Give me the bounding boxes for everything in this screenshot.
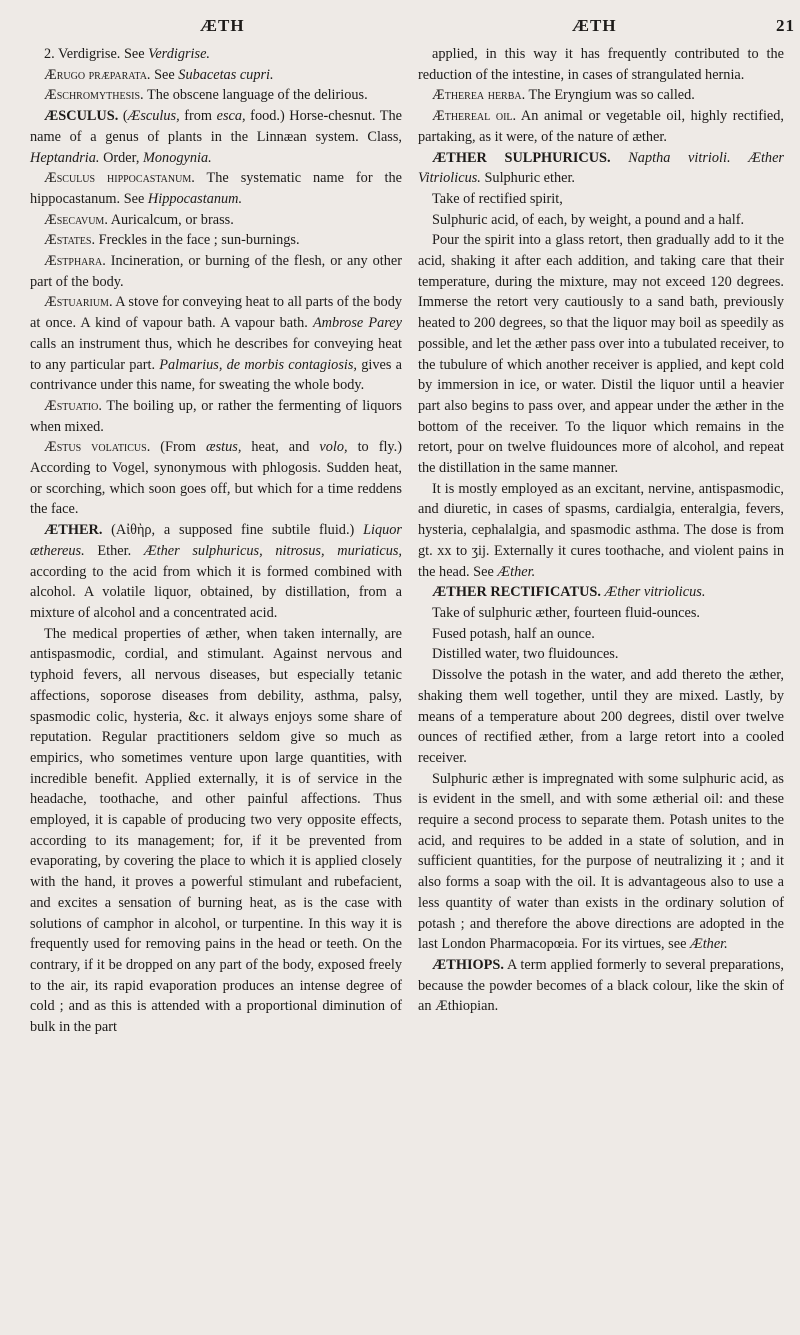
body-text: It is mostly employed as an excitant, nervine, antispasmodic, and diuretic, in cases of spasms, cardialgia, enteralgia, fevers, hysteria, cephalalgia, and spasmodic asthma. The dose is from gt. xx to ʒij. Externally it cures toothache, and violent pains in the head. See — [418, 480, 784, 580]
body-text: The medical properties of æther, when taken internally, are antispasmodic, cordial, and stimulant. Against nervous and typhoid fevers, all nervous diseases, but especially tetanic affections, soporose diseases from debility, asthma, palsy, spasmodic colic, hysteria, &c. it always enjoys some share of reputation. Regular practitioners seldom give so much as empirics, who sometimes venture upon large quantities, with incredible benefit. Applied externally, it is of service in the headache, toothache, and other painful affections. Thus employed, it is capable of producing two very opposite effects, according to its management; for, if it be prevented from evaporating, by covering the place to which it is applied closely with the hand, it proves a powerful stimulant and rubefacient, and excites a sensation of burning heat, as is the case with solutions of camphor in alcohol, or turpentine. In this way it is frequently used for removing pains in the head or teeth. On the contrary, if it be dropped on any part of the body, exposed freely to the air, its rapid evaporation produces an intense degree of cold ; and as this is attended with a proportional diminution of bulk in the part — [30, 625, 402, 1036]
body-text: A stove for conveying heat to all parts of the body at once. A kind of vapour bath. A vapour bath. — [30, 294, 402, 332]
italic-text: esca, — [216, 108, 246, 125]
body-text: applied, in this way it has frequently contributed to the reduction of the intestine, in cases of strangulated hernia. — [418, 46, 784, 83]
page-number: 21 — [776, 16, 795, 35]
entry-paragraph — [418, 769, 784, 955]
body-text: gives a contrivance under this name, for sweating the whole body. — [30, 356, 402, 394]
header-right-word: ÆTH — [572, 16, 617, 35]
headword: Æthereal oil. — [432, 108, 517, 125]
headword: Æstphara. — [44, 253, 106, 270]
italic-text: Liquor æthereus. — [30, 522, 402, 559]
main-headword: ÆTHER. — [44, 522, 103, 539]
entry-paragraph — [30, 624, 402, 1038]
entry-paragraph — [30, 292, 402, 396]
body-text: Pour the spirit into a glass retort, then gradually add to it the acid, shaking it after each addition, and taking care that their temperature, during the mixture, may not exceed 120 degrees. Immerse the retort very cautiously to a sand bath, previously heated to 200 degrees, so that the liquor may boil as speedily as possible, and let the æther pass over into a tubulated receiver, to the tubulure of which another receiver is applied, and kept cold by immersion in ice, or water. Distil the liquor until a heavier part also begins to pass over, and appear under the æther in the bottom of the receiver. To the liquor which remains in the retort, pour on twelve fluidounces more of alcohol, and repeat the distillation in the same manner. — [418, 232, 784, 477]
body-text: calls an instrument thus, which he describes for conveying heat to any particular part. — [30, 335, 402, 373]
italic-text: Naptha vitrioli. Æther Vitriolicus. — [418, 149, 784, 187]
entry-paragraph — [30, 437, 402, 520]
entry-paragraph — [418, 85, 784, 106]
entry-paragraph — [30, 85, 402, 106]
body-text: A term applied formerly to several preparations, because the powder becomes of a black colour, like the skin of an Æthiopian. — [418, 956, 784, 1015]
body-text: Fused potash, half an ounce. — [432, 625, 595, 642]
headword: Æschromythesis. — [44, 87, 144, 104]
italic-text: Subacetas cupri. — [178, 66, 274, 83]
body-text: food.) Horse-chesnut. The name of a genus of plants in the Linnæan system. Class, — [30, 108, 402, 145]
body-text: The obscene language of the delirious. — [143, 87, 368, 104]
italic-text: æstus, — [206, 439, 242, 456]
entry-paragraph — [418, 44, 784, 85]
italic-text: Æther. — [690, 936, 728, 953]
body-text: See — [150, 66, 179, 83]
entry-paragraph — [30, 106, 402, 168]
body-text — [611, 150, 629, 166]
entry-paragraph — [30, 210, 402, 231]
entry-paragraph — [30, 251, 402, 292]
headword: Æstuatio. — [44, 397, 102, 414]
italic-text: Æther. — [497, 563, 536, 580]
body-text: Freckles in the face ; sun-burnings. — [95, 232, 300, 249]
body-text: An animal or vegetable oil, highly rectified, partaking, as it were, of the nature of æther. — [418, 108, 784, 145]
entry-paragraph — [418, 644, 784, 665]
body-text: Dissolve the potash in the water, and add thereto the æther, shaking them well together, until they are mixed. Lastly, by means of a temperature about 200 degrees, distil over twelve ounces of rectified æther, from a large retort into a cooled receiver. — [418, 667, 784, 766]
running-header — [0, 10, 800, 40]
body-text: The systematic name for the hippocastanum. See — [30, 170, 403, 207]
italic-text: Heptandria. — [30, 149, 100, 166]
italic-text: Verdigrise. — [148, 46, 210, 62]
entry-paragraph — [418, 665, 784, 769]
body-text: ( — [118, 108, 128, 125]
body-text: The Eryngium was so called. — [525, 87, 695, 104]
entry-paragraph — [30, 44, 402, 65]
italic-text: Palmarius, de morbis contagiosis, — [159, 356, 358, 373]
body-text: Distilled water, two fluidounces. — [432, 646, 619, 663]
body-text: according to the acid from which it is formed combined with alcohol. A volatile liquor, obtained, by distillation, from a mixture of alcohol and a concentrated acid. — [30, 563, 402, 621]
headword: Æsecavum. — [44, 211, 108, 228]
main-headword: ÆTHER SULPHURICUS. — [432, 149, 611, 166]
entry-paragraph — [418, 148, 784, 189]
body-text: The boiling up, or rather the fermenting of liquors when mixed. — [30, 397, 402, 435]
headword: Ærugo præparata. — [44, 66, 151, 83]
body-text: Take of sulphuric æther, fourteen fluid-ounces. — [432, 604, 700, 621]
entry-paragraph — [30, 396, 402, 437]
entry-paragraph — [418, 955, 784, 1017]
entry-paragraph — [418, 210, 784, 231]
headword: Æstuarium. — [44, 294, 113, 311]
body-text: Incineration, or burning of the flesh, or any other part of the body. — [30, 253, 402, 290]
italic-text: Æther sulphuricus, nitrosus, muriaticus, — [143, 542, 402, 559]
header-left-word: ÆTH — [200, 16, 245, 35]
body-text: Sulphuric acid, of each, by weight, a pound and a half. — [432, 211, 745, 228]
main-headword: ÆTHER RECTIFICATUS. — [432, 584, 601, 601]
entry-paragraph — [418, 624, 784, 645]
entry-paragraph — [418, 106, 784, 147]
headword: Æstus volaticus. — [44, 439, 151, 456]
entry-paragraph — [30, 520, 402, 624]
entry-paragraph — [30, 230, 402, 251]
left-column — [30, 44, 402, 1038]
body-text: from — [179, 108, 217, 125]
main-headword: ÆSCULUS. — [44, 108, 119, 125]
headword: Ætherea herba. — [432, 87, 526, 104]
main-headword: ÆTHIOPS. — [432, 956, 504, 973]
italic-text: Æsculus, — [127, 108, 180, 125]
headword: Æsculus hippocastanum. — [44, 170, 195, 187]
italic-text: Monogynia. — [143, 149, 212, 166]
right-column — [418, 44, 784, 1017]
entry-paragraph — [418, 230, 784, 478]
entry-paragraph — [418, 582, 784, 603]
entry-paragraph — [418, 603, 784, 624]
body-text: Sulphuric æther is impregnated with some sulphuric acid, as is evident in the smell, and with some ætherial oil: and these require a second process to separate them. Potash unites to the acid, and requires to be added in a state of solution, and in sufficient quantities, for the purpose of neutralizing it ; and it also forms a soap with the oil. It is advantageous also to use a less quantity of water than exists in the ordinary solution of potash ; and therefore the above directions are adopted in the last London Pharmacopœia. For its virtues, see — [418, 770, 784, 953]
italic-text: volo, — [319, 439, 348, 456]
body-text: Order, — [99, 149, 143, 166]
body-text: heat, and — [241, 439, 320, 456]
body-text: (From — [150, 439, 207, 456]
body-text: Ether. — [84, 542, 144, 559]
entry-paragraph — [418, 479, 784, 583]
body-text: Take of rectified spirit, — [432, 190, 563, 207]
headword: Æstates. — [44, 232, 96, 249]
italic-text: Ambrose Parey — [312, 315, 402, 332]
entry-paragraph — [30, 65, 402, 86]
entry-paragraph — [30, 168, 402, 209]
entry-paragraph — [418, 189, 784, 210]
body-text: to fly.) According to Vogel, synonymous with phlogosis. Sudden heat, or scorching, which soon goes off, but which for a time reddens the face. — [30, 439, 402, 518]
body-text: 2. Verdigrise. See — [44, 46, 149, 62]
italic-text: Æther vitriolicus. — [604, 584, 706, 601]
body-text: (Αἰθὴρ, a supposed fine subtile fluid.) — [102, 522, 364, 539]
body-text: Auricalcum, or brass. — [107, 211, 234, 228]
body-text: Sulphuric ether. — [480, 170, 575, 187]
italic-text: Hippocastanum. — [147, 190, 243, 207]
